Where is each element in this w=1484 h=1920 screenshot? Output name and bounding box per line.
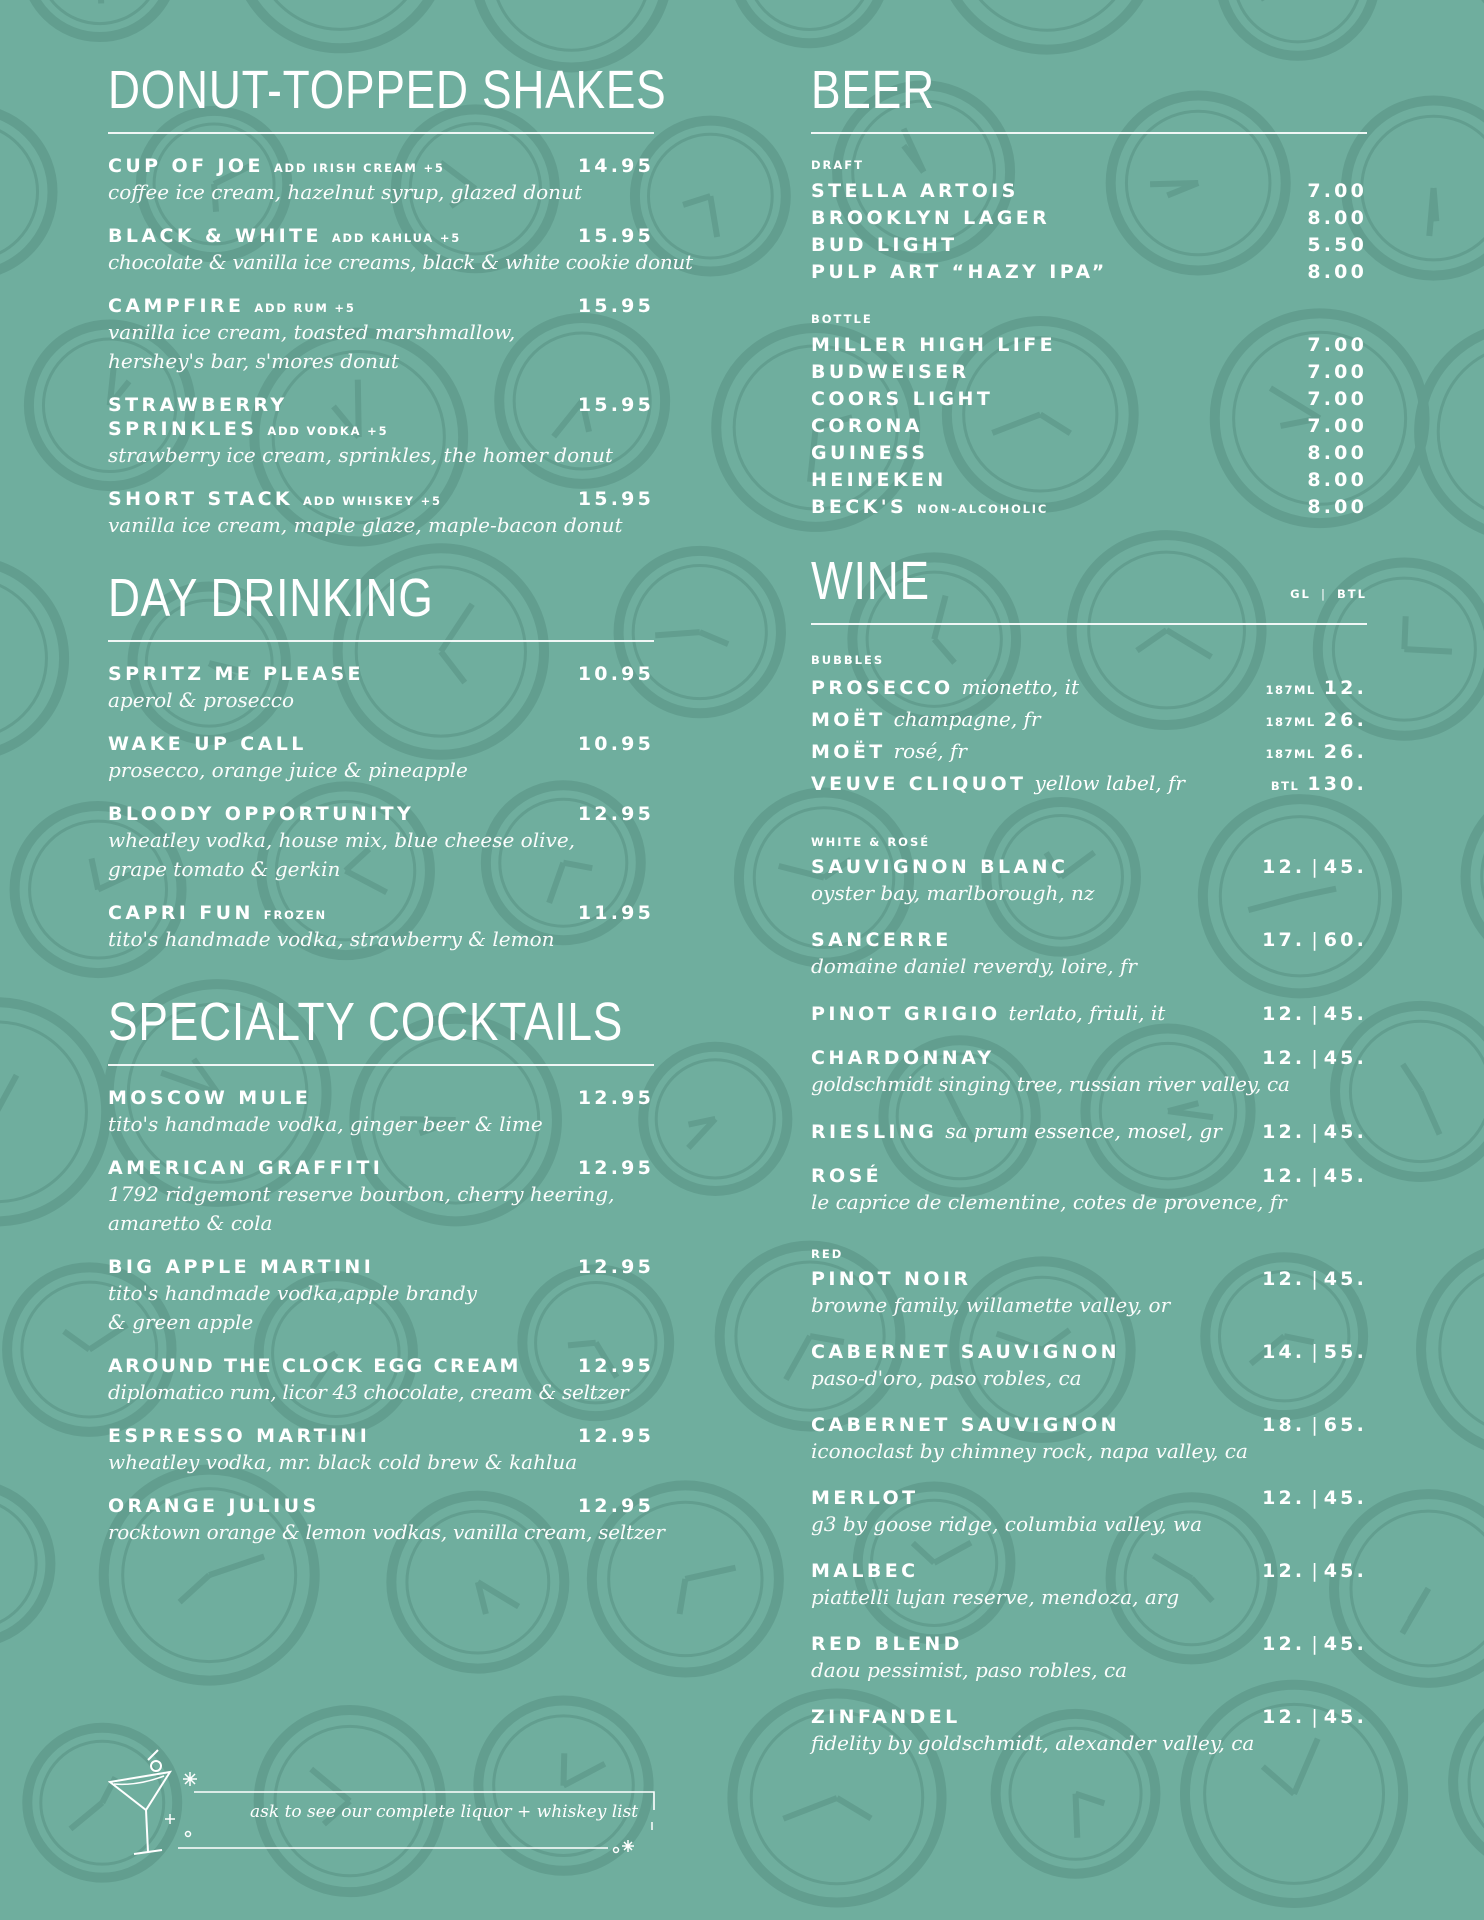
- wine-glass-price: 12.: [1262, 856, 1306, 878]
- wine-description: sa prum essence, mosel, gr: [945, 1119, 1222, 1143]
- price-separator: |: [1311, 1268, 1318, 1290]
- wine-name: SANCERRE: [811, 929, 952, 951]
- wine-bottle-price: 45.: [1323, 1268, 1367, 1290]
- bubbles-group: [811, 653, 1367, 801]
- wine-name: CABERNET SAUVIGNON: [811, 1414, 1120, 1436]
- menu-item: [108, 1354, 654, 1407]
- wine-bottle-price: 45.: [1323, 856, 1367, 878]
- item-price: 15.95: [577, 488, 654, 510]
- clock-pattern-icon: [0, 1002, 106, 1221]
- item-price: 14.95: [577, 155, 654, 177]
- item-addon: ADD KAHLUA +5: [331, 231, 462, 245]
- divider: [108, 1064, 654, 1066]
- price-separator: |: [1311, 1341, 1318, 1363]
- item-name: ORANGE JULIUS: [108, 1495, 320, 1517]
- clock-pattern-icon: [1421, 1245, 1484, 1453]
- wine-item: [811, 1340, 1367, 1393]
- red-group: [811, 1247, 1367, 1758]
- wine-description: browne family, willamette valley, or: [811, 1293, 1171, 1317]
- wine-name: SAUVIGNON BLANC: [811, 856, 1069, 878]
- beer-price: 5.50: [1307, 234, 1367, 256]
- beer-price: 7.00: [1307, 361, 1367, 383]
- clock-pattern-icon: [1419, 326, 1484, 538]
- item-price: 12.95: [577, 1157, 654, 1179]
- clock-pattern-icon: [0, 109, 53, 275]
- item-description: rocktown orange & lemon vodkas, vanilla cream, seltzer: [108, 1520, 665, 1544]
- draft-label: DRAFT: [811, 158, 865, 172]
- item-price: 15.95: [577, 225, 654, 247]
- wine-glass-price: 12.: [1262, 1487, 1306, 1509]
- clock-pattern-icon: [1453, 1694, 1484, 1871]
- price-separator: |: [1311, 1165, 1318, 1187]
- item-price: 12.95: [577, 1355, 654, 1377]
- wine-name: RED BLEND: [811, 1633, 963, 1655]
- beer-name: BUD LIGHT: [811, 234, 958, 256]
- item-name: STRAWBERRY: [108, 394, 288, 416]
- divider: [811, 132, 1367, 134]
- wine-glass-price: 14.: [1262, 1341, 1306, 1363]
- wine-description: fidelity by goldschmidt, alexander valley, ca: [811, 1731, 1255, 1755]
- item-description: wheatley vodka, house mix, blue cheese olive,: [108, 828, 576, 852]
- beer-price: 7.00: [1307, 388, 1367, 410]
- item-description: diplomatico rum, licor 43 chocolate, cream & seltzer: [108, 1380, 629, 1404]
- wine-size: BTL: [1270, 779, 1300, 793]
- clock-pattern-icon: [235, 0, 445, 48]
- price-separator: |: [1311, 1414, 1318, 1436]
- wine-item: [811, 1486, 1367, 1539]
- beer-price: 8.00: [1307, 261, 1367, 283]
- wine-glass-price: 12.: [1262, 1165, 1306, 1187]
- wine-row: [811, 737, 1367, 769]
- item-name: CAMPFIRE: [108, 295, 245, 317]
- wine-description: paso-d'oro, paso robles, ca: [811, 1366, 1082, 1390]
- footer-frame: [108, 1740, 660, 1860]
- wine-name: ZINFANDEL: [811, 1706, 961, 1728]
- clock-pattern-icon: [25, 0, 174, 37]
- beer-price: 7.00: [1307, 180, 1367, 202]
- price-separator: |: [1311, 1487, 1318, 1509]
- wine-item: [811, 1046, 1367, 1099]
- clock-pattern-icon: [643, 1047, 787, 1191]
- item-description: chocolate & vanilla ice creams, black & white cookie donut: [108, 250, 693, 274]
- item-description: aperol & prosecco: [108, 688, 295, 712]
- beer-row: [811, 359, 1367, 386]
- wine-bottle-price: 45.: [1323, 1633, 1367, 1655]
- wine-row: [811, 769, 1367, 801]
- item-description: prosecco, orange juice & pineapple: [108, 758, 468, 782]
- specialty-cocktails-title: SPECIALTY COCKTAILS: [108, 992, 624, 1052]
- wine-price: 130.: [1307, 773, 1367, 795]
- wine-glass-price: 12.: [1262, 1633, 1306, 1655]
- wine-item: [811, 1267, 1367, 1320]
- beer-name: BROOKLYN LAGER: [811, 207, 1051, 229]
- shakes-title: DONUT-TOPPED SHAKES: [108, 60, 667, 120]
- item-name: MOSCOW MULE: [108, 1087, 312, 1109]
- shakes-section: [108, 58, 693, 540]
- item-price: 11.95: [577, 902, 654, 924]
- item-name: AROUND THE CLOCK EGG CREAM: [108, 1355, 521, 1377]
- menu-item: [108, 224, 693, 277]
- item-name: SHORT STACK: [108, 488, 294, 510]
- beer-name: GUINESS: [811, 442, 929, 464]
- beer-row: [811, 413, 1367, 440]
- beer-name: CORONA: [811, 415, 923, 437]
- beer-row: [811, 440, 1367, 467]
- item-description: wheatley vodka, mr. black cold brew & kahlua: [108, 1450, 578, 1474]
- item-addon: FROZEN: [263, 908, 327, 922]
- wine-glass-price: 12.: [1262, 1706, 1306, 1728]
- beer-name: COORS LIGHT: [811, 388, 994, 410]
- item-price: 12.95: [577, 1087, 654, 1109]
- glass-bottle-header: [1290, 587, 1367, 601]
- beer-name: STELLA ARTOIS: [811, 180, 1019, 202]
- wine-description: champagne, fr: [893, 707, 1041, 731]
- wine-name: PROSECCO: [811, 677, 954, 699]
- wine-description: iconoclast by chimney rock, napa valley, ca: [811, 1439, 1248, 1463]
- wine-glass-price: 12.: [1262, 1121, 1306, 1143]
- menu-item: [108, 1424, 654, 1477]
- wine-bottle-price: 45.: [1323, 1121, 1367, 1143]
- clock-pattern-icon: [0, 1485, 50, 1644]
- beer-row: [811, 259, 1367, 286]
- wine-bottle-price: 65.: [1323, 1414, 1367, 1436]
- price-separator: |: [1311, 1633, 1318, 1655]
- beer-row: [811, 332, 1367, 359]
- wine-description: yellow label, fr: [1034, 771, 1185, 795]
- wine-item: [811, 1413, 1367, 1466]
- menu-item: [108, 1255, 654, 1337]
- price-separator: |: [1311, 1047, 1318, 1069]
- martini-glass-icon: [110, 1750, 170, 1854]
- beer-row: [811, 494, 1367, 523]
- wine-item: [811, 1164, 1367, 1217]
- wine-description: le caprice de clementine, cotes de provence, fr: [811, 1190, 1287, 1214]
- beer-note: NON-ALCOHOLIC: [917, 502, 1049, 516]
- bottle-label: BOTTLE: [811, 312, 873, 326]
- menu-item: [108, 294, 654, 376]
- item-price: 15.95: [577, 295, 654, 317]
- item-description-line2: & green apple: [108, 1310, 254, 1334]
- wine-price: 26.: [1323, 741, 1367, 763]
- wine-glass-price: 12.: [1262, 1268, 1306, 1290]
- item-name: BLACK & WHITE: [108, 225, 322, 247]
- divider: [108, 640, 654, 642]
- price-separator: |: [1311, 1121, 1318, 1143]
- beer-price: 8.00: [1307, 469, 1367, 491]
- wine-bottle-price: 60.: [1323, 929, 1367, 951]
- beer-name: PULP ART “HAZY IPA”: [811, 261, 1108, 283]
- wine-name: CABERNET SAUVIGNON: [811, 1341, 1120, 1363]
- wine-item: [811, 1119, 1367, 1144]
- wine-price: 26.: [1323, 709, 1367, 731]
- item-addon: ADD RUM +5: [254, 301, 356, 315]
- day-drinking-title: DAY DRINKING: [108, 568, 434, 628]
- bottle-label: BTL: [1337, 587, 1367, 601]
- wine-name: PINOT NOIR: [811, 1268, 972, 1290]
- wine-glass-price: 18.: [1262, 1414, 1306, 1436]
- clock-pattern-icon: [939, 0, 1154, 50]
- right-column: [811, 58, 1367, 1784]
- item-name: BIG APPLE MARTINI: [108, 1256, 375, 1278]
- clock-pattern-icon: [1466, 787, 1484, 967]
- beer-name: MILLER HIGH LIFE: [811, 334, 1057, 356]
- beer-name: BECK'S: [811, 496, 908, 518]
- wine-size: 187ML: [1265, 747, 1316, 761]
- beer-row: [811, 467, 1367, 494]
- wine-section: [811, 549, 1367, 1758]
- wine-description: rosé, fr: [893, 739, 967, 763]
- wine-bottle-price: 45.: [1323, 1487, 1367, 1509]
- price-separator: |: [1311, 856, 1318, 878]
- item-price: 15.95: [577, 394, 654, 416]
- clock-pattern-icon: [635, 121, 786, 272]
- menu-item: [108, 1156, 654, 1238]
- item-name: SPRITZ ME PLEASE: [108, 663, 364, 685]
- wine-item: [811, 1632, 1367, 1685]
- item-name: CAPRI FUN: [108, 902, 254, 924]
- wine-description: mionetto, it: [961, 675, 1080, 699]
- beer-title: BEER: [811, 60, 935, 120]
- wine-description: daou pessimist, paso robles, ca: [811, 1658, 1128, 1682]
- item-description-line2: hershey's bar, s'mores donut: [108, 349, 399, 373]
- wine-glass-price: 12.: [1262, 1047, 1306, 1069]
- beer-name: BUDWEISER: [811, 361, 970, 383]
- item-description: tito's handmade vodka,apple brandy: [108, 1281, 477, 1305]
- item-description: vanilla ice cream, maple glaze, maple-bacon donut: [108, 513, 623, 537]
- price-separator: |: [1311, 1706, 1318, 1728]
- beer-name: HEINEKEN: [811, 469, 947, 491]
- wine-item: [811, 1001, 1367, 1026]
- item-name: ESPRESSO MARTINI: [108, 1425, 371, 1447]
- wine-glass-price: 12.: [1262, 1003, 1306, 1025]
- wine-bottle-price: 45.: [1323, 1003, 1367, 1025]
- wine-bottle-price: 45.: [1323, 1560, 1367, 1582]
- wine-row: [811, 705, 1367, 737]
- wine-bottle-price: 45.: [1323, 1706, 1367, 1728]
- wine-name: CHARDONNAY: [811, 1047, 995, 1069]
- item-description: tito's handmade vodka, strawberry & lemon: [108, 927, 555, 951]
- menu-item: [108, 1086, 654, 1139]
- item-description-line2: grape tomato & gerkin: [108, 857, 341, 881]
- price-separator: |: [1311, 1560, 1318, 1582]
- item-description: tito's handmade vodka, ginger beer & lime: [108, 1112, 543, 1136]
- wine-bottle-price: 55.: [1323, 1341, 1367, 1363]
- menu-item: [108, 487, 654, 540]
- beer-row: [811, 232, 1367, 259]
- wine-size: 187ML: [1265, 683, 1316, 697]
- beer-price: 8.00: [1307, 496, 1367, 518]
- menu-item: [108, 154, 654, 207]
- wine-description: domaine daniel reverdy, loire, fr: [811, 954, 1137, 978]
- item-name: CUP OF JOE: [108, 155, 264, 177]
- wine-description: piattelli lujan reserve, mendoza, arg: [811, 1585, 1180, 1609]
- beer-row: [811, 178, 1367, 205]
- beer-price: 8.00: [1307, 207, 1367, 229]
- wine-size: 187ML: [1265, 715, 1316, 729]
- item-description: vanilla ice cream, toasted marshmallow,: [108, 320, 516, 344]
- item-addon: ADD VODKA +5: [267, 424, 389, 438]
- menu-item: [108, 1494, 665, 1547]
- specialty-cocktails-section: [108, 990, 665, 1547]
- white-rose-label: WHITE & ROSÉ: [811, 835, 931, 849]
- beer-row: [811, 205, 1367, 232]
- price-separator: |: [1311, 1003, 1318, 1025]
- item-description: strawberry ice cream, sprinkles, the homer donut: [108, 443, 613, 467]
- left-column: [108, 58, 693, 1564]
- wine-item: [811, 1705, 1367, 1758]
- wine-description: oyster bay, marlborough, nz: [811, 881, 1095, 905]
- white-rose-group: [811, 835, 1367, 1217]
- wine-name: RIESLING: [811, 1121, 938, 1143]
- wine-name: PINOT GRIGIO: [811, 1003, 1001, 1025]
- clock-pattern-icon: [1470, 0, 1484, 28]
- beer-price: 8.00: [1307, 442, 1367, 464]
- wine-price: 12.: [1323, 677, 1367, 699]
- wine-title: WINE: [811, 551, 930, 611]
- beer-price: 7.00: [1307, 415, 1367, 437]
- wine-name: VEUVE CLIQUOT: [811, 773, 1027, 795]
- wine-item: [811, 1559, 1367, 1612]
- glass-label: GL: [1290, 587, 1311, 601]
- beer-price: 7.00: [1307, 334, 1367, 356]
- beer-row: [811, 386, 1367, 413]
- wine-name: MERLOT: [811, 1487, 919, 1509]
- clock-pattern-icon: [0, 560, 64, 756]
- wine-glass-price: 12.: [1262, 1560, 1306, 1582]
- item-price: 10.95: [577, 733, 654, 755]
- bubbles-label: BUBBLES: [811, 653, 885, 667]
- wine-name: ROSÉ: [811, 1165, 883, 1187]
- item-price: 10.95: [577, 663, 654, 685]
- divider: [108, 132, 654, 134]
- item-price: 12.95: [577, 1495, 654, 1517]
- clock-pattern-icon: [733, 0, 886, 43]
- wine-name: MOËT: [811, 709, 886, 731]
- item-description: coffee ice cream, hazelnut syrup, glazed donut: [108, 180, 582, 204]
- bottle-group: [811, 312, 1367, 523]
- divider: [811, 623, 1367, 625]
- item-name: AMERICAN GRAFFITI: [108, 1157, 384, 1179]
- wine-row: [811, 673, 1367, 705]
- item-price: 12.95: [577, 803, 654, 825]
- item-name: BLOODY OPPORTUNITY: [108, 803, 415, 825]
- wine-description: g3 by goose ridge, columbia valley, wa: [811, 1512, 1203, 1536]
- wine-item: [811, 928, 1367, 981]
- menu-item: [108, 732, 654, 785]
- red-label: RED: [811, 1247, 844, 1261]
- item-addon: ADD IRISH CREAM +5: [273, 161, 445, 175]
- wine-bottle-price: 45.: [1323, 1165, 1367, 1187]
- menu-item: [108, 393, 654, 470]
- beer-section: [811, 58, 1367, 523]
- item-description: 1792 ridgemont reserve bourbon, cherry heering,: [108, 1182, 615, 1206]
- wine-description: terlato, friuli, it: [1008, 1001, 1166, 1025]
- item-description-line2: amaretto & cola: [108, 1211, 273, 1235]
- menu-item: [108, 662, 654, 715]
- item-name: WAKE UP CALL: [108, 733, 307, 755]
- wine-bottle-price: 45.: [1323, 1047, 1367, 1069]
- wine-name: MOËT: [811, 741, 886, 763]
- wine-description: goldschmidt singing tree, russian river valley, ca: [811, 1072, 1290, 1096]
- item-price: 12.95: [577, 1425, 654, 1447]
- item-name-line2: SPRINKLES: [108, 418, 258, 440]
- draft-group: [811, 158, 1367, 286]
- wine-glass-price: 17.: [1262, 929, 1306, 951]
- item-addon: ADD WHISKEY +5: [303, 494, 442, 508]
- item-price: 12.95: [577, 1256, 654, 1278]
- wine-name: MALBEC: [811, 1560, 919, 1582]
- liquor-list-note: [108, 1740, 660, 1860]
- menu-item: [108, 802, 654, 884]
- liquor-list-text: ask to see our complete liquor + whiskey list: [250, 1802, 639, 1822]
- wine-item: [811, 855, 1367, 908]
- column-separator: |: [1320, 587, 1328, 601]
- price-separator: |: [1311, 929, 1318, 951]
- menu-item: [108, 901, 654, 954]
- clock-pattern-icon: [1220, 0, 1375, 56]
- day-drinking-section: [108, 566, 654, 954]
